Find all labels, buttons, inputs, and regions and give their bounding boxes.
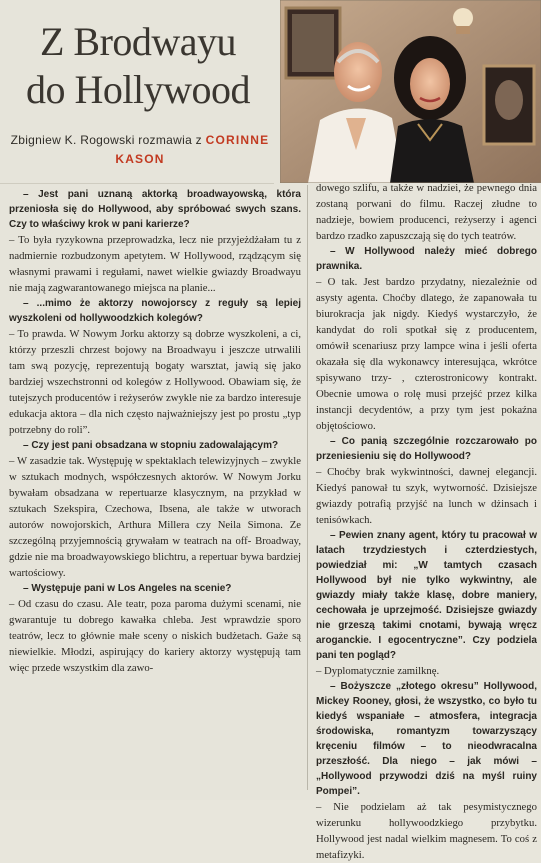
column-divider [307,185,308,790]
answer: – Nie podzielam aż tak pesymistycznego wizerunku hollywoodzkiego przybytku. Hollywood jest nadal wielkim magnesem. To coś z metafizyki. [316,801,537,861]
question: – Co panią szczególnie rozczarowało po przeniesieniu się do Hollywood? [316,436,537,462]
photo-image [280,0,541,183]
question: – W Hollywood należy mieć dobrego prawnika. [316,246,537,272]
question: – ...mimo że aktorzy nowojorscy z reguły są lepiej wyszkoleni od hollywoodzkich kolegów? [9,298,301,324]
answer: – O tak. Jest bardzo przydatny, niezależnie od asysty agenta. Choćby dlatego, że zapanowała tu biurokracja jak nigdy. Kiedyś wystarczyło, że kandydat do roli spotkał się z producentem, omówił scenariusz przy lampce wina i jeśli oferta okazała się dla wykonawcy interesująca, wkrótce spisywano trzy- , czterostronicowy kontrakt. Obecnie umowa o rolę musi przejść przez kilka instancji decydentów, a przy tym jest pokaźna objętościowo. [316,276,537,432]
answer: – Choćby brak wykwintności, dawnej elegancji. Kiedyś panował tu szyk, wytworność. Dzisiejsze gwiazdy potrafią przyjść na lunch w dżinsach i tenisówkach. [316,466,537,526]
answer: – To była ryzykowna przeprowadzka, lecz nie przyjeżdżałam tu z nadmiernie rozbudzonym apetytem. W Hollywood, rządzącym się własnymi prawami i regułami, nawet wielkie gwiazdy Broadwayu nie mają zagwarantowanego miejsca na planie... [9,234,301,294]
byline-prefix: Zbigniew K. Rogowski rozmawia z [10,133,202,147]
question: – Występuje pani w Los Angeles na scenie? [23,583,232,594]
right-column [316,180,537,863]
byline [10,131,270,169]
question: – Bożyszcze „złotego okresu” Hollywood, Mickey Rooney, głosi, że wszystko, co było tu kiedyś wspaniałe – atmosfera, integracja środowiska, romantyzm towarzyszący kręceniu filmów – to nieodwracalna przeszłość. Dla niego – jak mówi – „Hollywood przywodzi dziś na myśl ruiny Pompei”. [316,681,537,797]
answer: – Od czasu do czasu. Ale teatr, poza paroma dużymi scenami, nie gwarantuje tu dobrego kawałka chleba. Jest wprawdzie sporo teatrów, lecz to głównie małe sceny o niskich budżetach. Gaże są niewielkie. Młodzi, aspirujący do kariery aktorzy występują tam więc przede wszystkim dla zawo- [9,598,301,674]
left-column [9,187,301,676]
question: – Jest pani uznaną aktorką broadwayowską, która przeniosła się do Hollywood, aby spróbować swych szans. Czy to właściwy krok w pani karierze? [9,189,301,230]
title-box [0,0,274,184]
question: – Czy jest pani obsadzana w stopniu zadowalającym? [23,440,279,451]
answer: – W zasadzie tak. Występuję w spektaklach telewizyjnych – zwykle w sztukach modnych, współczesnych aktorów. W Nowym Jorku bywałam obsadzana w repertuarze klasycznym, na przykład w sztukach Szekspira, Czechowa, Ibsena, ale także w utworach autorów nowojorskich, Arthura Millera czy Neila Simona. Ze szczególną przyjemnością grywałam w teatrach na off- Broadway, gdzie nie ma broadwayowskiego blichtru, a repertuar bywa bardziej wartościowy. [9,455,301,579]
question: – Pewien znany agent, który tu pracował w latach trzydziestych i czterdziestych, powiedział mi: „W tamtych czasach Hollywood był nie tylko wykwintny, ale gwiazdy miały także klasę, dobre maniery, cechowała je uprzejmość. Dzisiejsze gwiazdy nie grzeszą takimi cnotami, bywają wręcz aroganckie. I egocentryczne”. Czy podziela pani ten pogląd? [316,530,537,661]
answer: – Dyplomatycznie zamilknę. [316,665,440,677]
answer-continued: dowego szlifu, a także w nadziei, że pewnego dnia zostaną porwani do filmu. Raczej złudne to nadzieje, bowiem producenci, reżyserzy i agenci bardzo rzadko zapuszczają się do tych teatrów. [316,182,537,242]
answer: – To prawda. W Nowym Jorku aktorzy są dobrze wyszkoleni, a ci, którzy przeszli chrzest bojowy na Broadwayu i jeszcze utrwalili tam swą pozycję, reprezentują bogaty warsztat, jawią się jako bardziej wszechstronni od kolegów z Hollywood. Obawiam się, że tutejszych producentów i reżyserów zwykle nie za bardzo interesuje edukacja aktora – dla nich często najważniejszy jest po prostu „typ potrzebny do roli”. [9,328,301,436]
interviewee-name: CORINNE KASON [115,133,270,166]
article-title: Z Brodwayu do Hollywood [26,19,250,112]
portrait-photo [280,0,541,183]
